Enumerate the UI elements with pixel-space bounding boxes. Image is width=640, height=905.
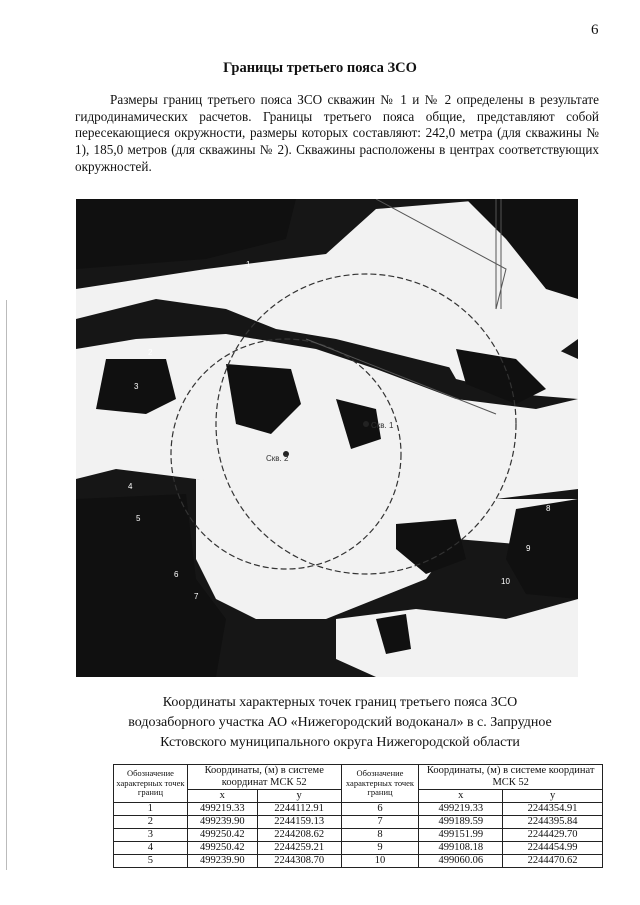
- page-title: Границы третьего пояса ЗСО: [223, 60, 417, 76]
- x-cell: 499108.18: [419, 842, 503, 855]
- table-row: [114, 829, 603, 842]
- caption-line: Кстовского муниципального округа Нижегородской области: [160, 735, 520, 750]
- y-cell: 2244112.91: [257, 803, 341, 816]
- map-point-label: 9: [526, 544, 531, 553]
- caption-line: Координаты характерных точек границ третьего пояса ЗСО: [162, 695, 518, 710]
- y-cell: 2244259.21: [257, 842, 341, 855]
- body-paragraph: Размеры границ третьего пояса ЗСО скважин № 1 и № 2 определены в результате гидродинамических расчетов. Границы третьего пояса общие, представляют собой пересекающиеся окружности, размеры которых составляют: 242,0 метра (для скважины № 1), 185,0 метров (для скважины № 2). Скважины расположены в центрах соответствующих окружностей.: [75, 92, 599, 174]
- point-cell: 2: [114, 816, 188, 829]
- y-cell: 2244208.62: [257, 829, 341, 842]
- table-row: [114, 803, 603, 816]
- y-header: y: [503, 790, 603, 803]
- map-point-label: 7: [194, 592, 199, 601]
- point-column-header: Обозначение характерных точек границ: [114, 765, 188, 803]
- map-point-label: 10: [501, 577, 510, 586]
- y-cell: 2244429.70: [503, 829, 603, 842]
- scan-edge-line: [6, 300, 7, 870]
- point-cell: 1: [114, 803, 188, 816]
- x-header: x: [187, 790, 257, 803]
- y-cell: 2244354.91: [503, 803, 603, 816]
- map-drawing: [76, 199, 578, 677]
- map-point-label: 5: [136, 514, 141, 523]
- point-cell: 7: [341, 816, 419, 829]
- page-number: 6: [591, 22, 599, 38]
- point-cell: 4: [114, 842, 188, 855]
- x-cell: 499219.33: [419, 803, 503, 816]
- coords-column-header: Координаты, (м) в системе координат МСК 52: [419, 765, 603, 790]
- point-cell: 8: [341, 829, 419, 842]
- x-cell: 499239.90: [187, 816, 257, 829]
- x-cell: 499189.59: [419, 816, 503, 829]
- point-cell: 6: [341, 803, 419, 816]
- x-header: x: [419, 790, 503, 803]
- map-point-label: 3: [134, 382, 139, 391]
- table-row: [114, 816, 603, 829]
- map-point-label: 4: [128, 482, 133, 491]
- x-cell: 499151.99: [419, 829, 503, 842]
- map-point-label: 1: [246, 260, 251, 269]
- y-cell: 2244470.62: [503, 855, 603, 868]
- caption-line: водозаборного участка АО «Нижегородский водоканал» в с. Запрудное: [128, 715, 552, 730]
- x-cell: 499219.33: [187, 803, 257, 816]
- x-cell: 499060.06: [419, 855, 503, 868]
- y-header: y: [257, 790, 341, 803]
- well-2-label: Скв. 2: [266, 454, 289, 463]
- zso-map-image: [76, 199, 578, 677]
- map-point-label: 8: [546, 504, 551, 513]
- map-point-label: 2: [148, 348, 153, 357]
- y-cell: 2244308.70: [257, 855, 341, 868]
- y-cell: 2244454.99: [503, 842, 603, 855]
- y-cell: 2244395.84: [503, 816, 603, 829]
- point-column-header: Обозначение характерных точек границ: [341, 765, 419, 803]
- table-caption: [60, 693, 620, 753]
- coordinates-table: [113, 764, 603, 868]
- table-header-row: [114, 765, 603, 790]
- x-cell: 499250.42: [187, 842, 257, 855]
- x-cell: 499239.90: [187, 855, 257, 868]
- x-cell: 499250.42: [187, 829, 257, 842]
- well-1-label: Скв. 1: [371, 421, 394, 430]
- point-cell: 5: [114, 855, 188, 868]
- table-row: [114, 842, 603, 855]
- point-cell: 9: [341, 842, 419, 855]
- map-point-label: 6: [174, 570, 179, 579]
- table-row: [114, 855, 603, 868]
- y-cell: 2244159.13: [257, 816, 341, 829]
- coords-column-header: Координаты, (м) в системе координат МСК 52: [187, 765, 341, 790]
- point-cell: 3: [114, 829, 188, 842]
- point-cell: 10: [341, 855, 419, 868]
